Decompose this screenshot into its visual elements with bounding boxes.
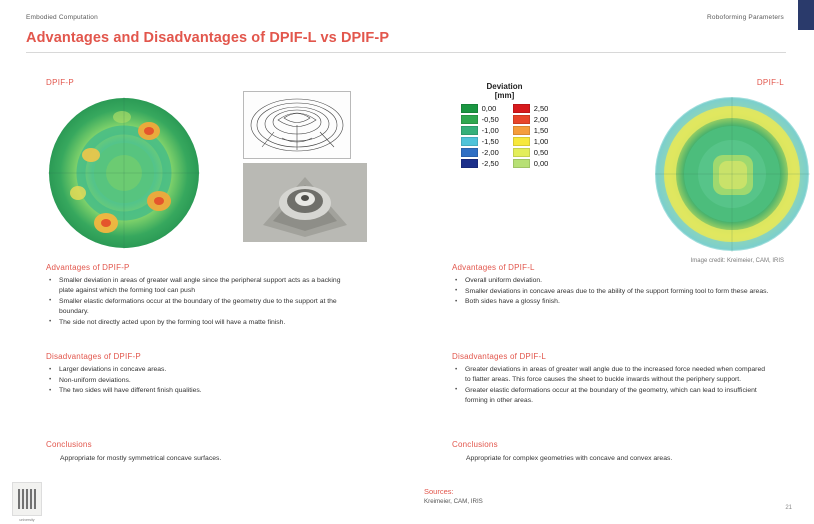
list-item: • The two sides will have different finish qualities. xyxy=(46,386,356,396)
legend-swatch xyxy=(461,115,478,124)
header-accent-bar xyxy=(798,0,814,30)
legend-value: 2,50 xyxy=(533,104,549,114)
legend-value: -2,00 xyxy=(481,148,499,158)
legend-value: -1,50 xyxy=(481,137,499,147)
left-conclusions-heading: Conclusions xyxy=(46,440,92,449)
legend-value: -1,00 xyxy=(481,126,499,136)
page-title: Advantages and Disadvantages of DPIF-L vs DPIF-P xyxy=(26,30,390,46)
header-left-text: Embodied Computation xyxy=(26,14,98,21)
legend-value: 0,00 xyxy=(481,104,497,114)
deviation-legend xyxy=(452,82,557,168)
right-advantages-heading: Advantages of DPIF-L xyxy=(452,263,535,272)
logo-mark-icon xyxy=(18,489,36,509)
legend-row xyxy=(513,148,549,157)
legend-swatch xyxy=(461,148,478,157)
legend-swatch xyxy=(461,126,478,135)
wireframe-geometry-image xyxy=(243,91,351,159)
legend-swatch xyxy=(513,137,530,146)
legend-swatch xyxy=(513,115,530,124)
right-disadvantages-list xyxy=(452,365,772,407)
list-item: • Greater elastic deformations occur at the boundary of the geometry, which can lead to insufficient forming in other areas. xyxy=(452,386,772,406)
legend-row xyxy=(513,137,549,146)
left-advantages-heading: Advantages of DPIF-P xyxy=(46,263,130,272)
legend-row xyxy=(461,104,499,113)
legend-title-line2: [mm] xyxy=(494,91,515,101)
left-disadvantages-list xyxy=(46,365,356,397)
list-item: • The side not directly acted upon by the forming tool will have a matte finish. xyxy=(46,318,356,328)
list-item: • Smaller deviations in concave areas due to the ability of the support forming tool to form these areas. xyxy=(452,287,772,297)
right-conclusions-heading: Conclusions xyxy=(452,440,498,449)
legend-swatch xyxy=(513,148,530,157)
dpif-p-deviation-map xyxy=(48,97,200,249)
legend-row xyxy=(461,115,499,124)
list-item: • Smaller elastic deformations occur at the boundary of the geometry due to the support at the boundary. xyxy=(46,297,356,317)
legend-row xyxy=(513,104,549,113)
right-disadvantages-heading: Disadvantages of DPIF-L xyxy=(452,352,546,361)
list-item: • Larger deviations in concave areas. xyxy=(46,365,356,375)
right-column-label: DPIF-L xyxy=(756,78,784,87)
dpif-p-map-svg xyxy=(48,97,200,249)
legend-title xyxy=(452,82,557,100)
legend-value: -2,50 xyxy=(481,159,499,169)
list-item: • Non-uniform deviations. xyxy=(46,376,356,386)
legend-value: 0,50 xyxy=(533,148,549,158)
right-conclusions-text: Appropriate for complex geometries with concave and convex areas. xyxy=(466,455,673,462)
legend-value: 2,00 xyxy=(533,115,549,125)
logo-caption: university xyxy=(19,518,35,522)
title-divider xyxy=(26,52,786,53)
list-item: • Greater deviations in areas of greater wall angle due to the increased force needed when compared to flatter areas. This force causes the sheet to buckle inwards without the periphery support. xyxy=(452,365,772,385)
right-advantages-list xyxy=(452,276,772,308)
legend-row xyxy=(461,148,499,157)
left-advantages-list xyxy=(46,276,356,328)
dpif-l-deviation-map xyxy=(655,97,810,252)
sources-heading: Sources: xyxy=(424,487,454,496)
list-item: • Both sides have a glossy finish. xyxy=(452,297,772,307)
legend-swatch xyxy=(461,159,478,168)
left-column-label: DPIF-P xyxy=(46,78,75,87)
institution-logo xyxy=(12,482,42,516)
header-right-text: Roboforming Parameters xyxy=(706,14,784,21)
legend-column-positive xyxy=(513,104,549,168)
legend-column-negative xyxy=(461,104,499,168)
dpif-l-map-svg xyxy=(655,97,810,252)
legend-row xyxy=(513,159,549,168)
legend-swatch xyxy=(461,137,478,146)
legend-row xyxy=(461,126,499,135)
left-conclusions-text: Appropriate for mostly symmetrical concave surfaces. xyxy=(60,455,222,462)
legend-row xyxy=(461,137,499,146)
legend-row xyxy=(513,115,549,124)
image-credit: Image credit: Kreimeier, CAM, IRIS xyxy=(690,258,784,264)
legend-swatch xyxy=(461,104,478,113)
legend-row xyxy=(513,126,549,135)
page-number: 21 xyxy=(785,505,792,511)
legend-value: 1,00 xyxy=(533,137,549,147)
sources-text: Kreimeier, CAM, IRIS xyxy=(424,498,483,505)
legend-value: -0,50 xyxy=(481,115,499,125)
legend-row xyxy=(461,159,499,168)
legend-swatch xyxy=(513,104,530,113)
list-item: • Overall uniform deviation. xyxy=(452,276,772,286)
formed-part-photo xyxy=(243,163,367,242)
wireframe-svg xyxy=(244,92,350,158)
left-disadvantages-heading: Disadvantages of DPIF-P xyxy=(46,352,141,361)
formed-part-photo-svg xyxy=(243,163,367,242)
legend-title-line1: Deviation xyxy=(486,82,523,91)
legend-value: 0,00 xyxy=(533,159,549,169)
legend-swatch xyxy=(513,126,530,135)
legend-swatch xyxy=(513,159,530,168)
legend-value: 1,50 xyxy=(533,126,549,136)
legend-columns xyxy=(452,104,557,168)
list-item: • Smaller deviation in areas of greater wall angle since the peripheral support acts as a backing plate against which the forming tool can push xyxy=(46,276,356,296)
